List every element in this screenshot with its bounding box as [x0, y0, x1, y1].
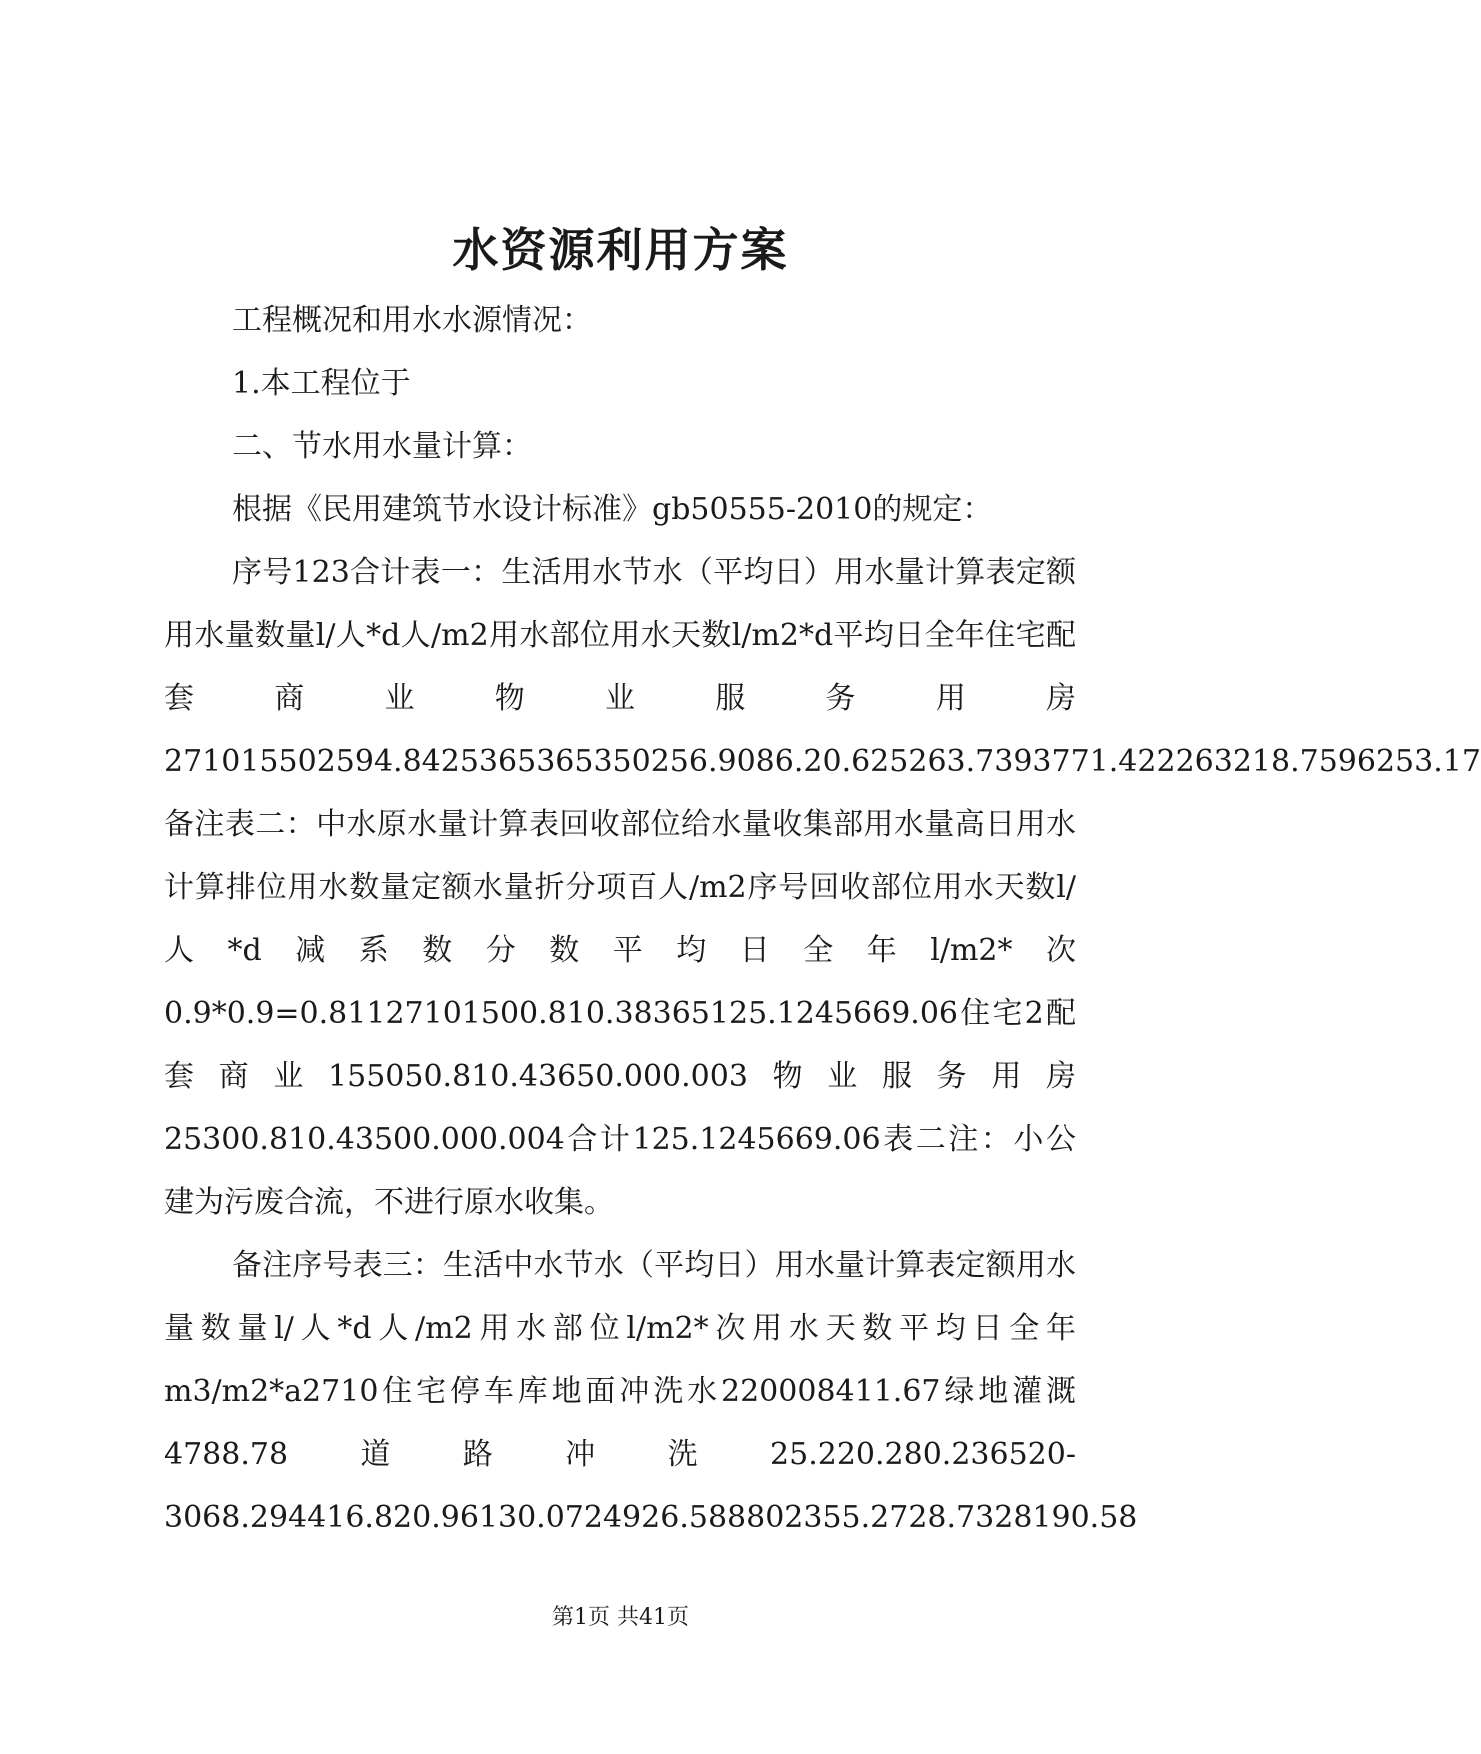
paragraph-project-overview: 工程概况和用水水源情况：: [232, 303, 592, 338]
page-number-footer: 第1页 共41页: [552, 1605, 689, 1630]
document-title: 水资源利用方案: [452, 223, 789, 277]
paragraph-standard-reference: 根据《民用建筑节水设计标准》gb50555-2010的规定：: [232, 492, 993, 527]
paragraph-table-three: 备注序号表三：生活中水节水（平均日）用水量计算表定额用水量数量l/人*d人/m2用水部位l/m2*次用水天数平均日全年m3/m2*a2710住宅停车库地面冲洗水220008411.67绿地灌溉4788.78道路冲洗25.220.280.236520-3068.294416.820.96130.0724926.588802355.2728.7328190.58: [164, 1248, 1138, 1535]
document-body: [164, 289, 1481, 1549]
paragraph-location: 1.本工程位于: [232, 366, 411, 401]
paragraph-water-calc-heading: 二、节水用水量计算：: [232, 429, 532, 464]
paragraph-table-one-two: 序号123合计表一：生活用水节水（平均日）用水量计算表定额用水量数量l/人*d人/m2用水部位用水天数l/m2*d平均日全年住宅配套商业物业服务用房271015502594.8425365365350256.9086.20.625263.7393771.422263218.7596253.17备注表二：中水原水量计算表回收部位给水量收集部用水量高日用水计算排位用水数量定额水量折分项百人/m2序号回收部位用水天数l/人*d减系数分数平均日全年l/m2*次0.9*0.9=0.81127101500.810.38365125.1245669.06住宅2配套商业155050.810.43650.000.003物业服务用房25300.810.43500.000.004合计125.1245669.06表二注：小公建为污废合流，不进行原水收集。: [164, 555, 1481, 1220]
